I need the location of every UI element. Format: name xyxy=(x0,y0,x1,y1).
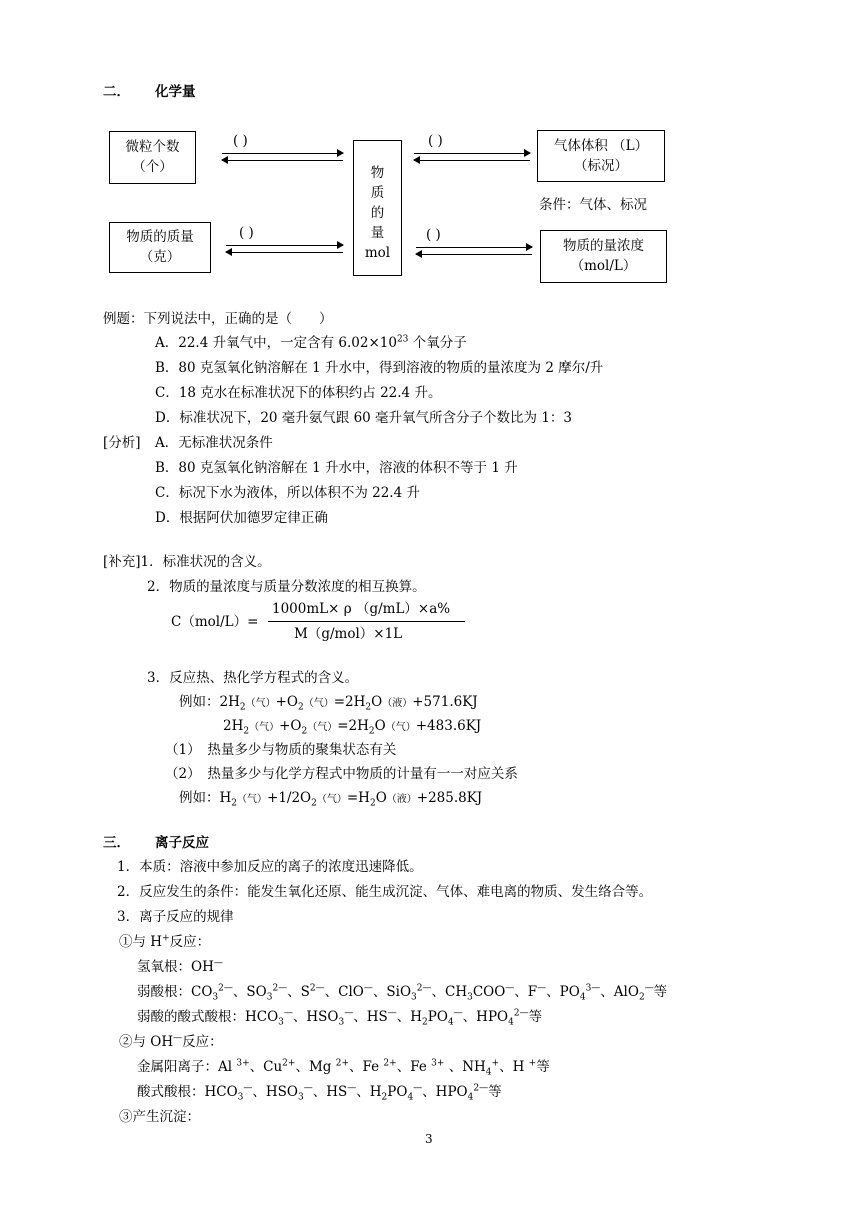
option-b: B．80 克氢氧化钠溶解在 1 升水中，得到溶液的物质的量浓度为 2 摩尔/升 xyxy=(155,360,604,376)
condition-note: 条件：气体、标况 xyxy=(539,197,647,213)
fraction-line xyxy=(268,621,465,622)
box-mass xyxy=(109,222,211,273)
arrow-right xyxy=(416,247,532,248)
box-mass-label: 物质的质量 xyxy=(126,229,194,245)
arrow-left xyxy=(222,160,343,161)
formula-denominator: M（g/mol）×1L xyxy=(294,626,403,642)
thermo-equation-2: $2H_2$（气）$+O_2$（气）$=2H_2O$（气）+483.6KJ xyxy=(223,718,482,737)
arrow-left xyxy=(414,160,530,161)
analysis-a: A．无标准状况条件 xyxy=(155,435,273,451)
ion-line-1: 1．本质：溶液中参加反应的离子的浓度迅速降低。 xyxy=(117,859,423,875)
box-mass-unit: （克） xyxy=(139,249,181,265)
supplement-2: 2．物质的量浓度与质量分数浓度的相互换算。 xyxy=(147,579,426,595)
box-molar-concentration xyxy=(540,230,667,283)
arrow-right xyxy=(226,245,343,246)
box-molar-concentration-unit: （mol/L） xyxy=(570,258,637,274)
formula-lhs: C（mol/L）= xyxy=(171,614,259,630)
supplement-1: [补充]1．标准状况的含义。 xyxy=(103,554,271,570)
box-gas-volume-unit: （标况） xyxy=(574,158,628,174)
weak-acid-radicals: 弱酸根：$CO_3^{2—}$、$SO_3^{2—}$、$S^{2—}$、ClO—、SiO$_3^{2—}$、$CH_3COO^—$、F—、$PO_4^{3—}$、AlO$_2$—等 xyxy=(137,983,668,1003)
ion-line-3: 3．离子反应的规律 xyxy=(117,909,234,925)
metal-cations: 金属阳离子：Al $^{3+}$、$Cu^{2+}$、Mg $^{2+}$、Fe $^{2+}$、Fe $^{3+}$ 、$NH_4^+$、H +等 xyxy=(137,1058,550,1078)
box-particle-count-unit: （个） xyxy=(132,159,173,175)
arrow-right xyxy=(414,153,530,154)
analysis-d: D．根据阿伏加德罗定律正确 xyxy=(155,510,328,526)
analysis-c: C．标况下水为液体，所以体积不为 22.4 升 xyxy=(155,485,420,501)
option-d: D．标准状况下，20 毫升氨气跟 60 毫升氧气所含分子个数比为 1：3 xyxy=(155,410,573,426)
section3-number: 三． xyxy=(103,835,130,851)
box-mole-char: 物 xyxy=(370,165,385,181)
blank-parentheses: ( ) xyxy=(428,133,443,149)
note-2: （2） 热量多少与化学方程式中物质的计量有一一对应关系 xyxy=(165,766,518,782)
supplement-3: 3．反应热、热化学方程式的含义。 xyxy=(147,670,359,686)
box-mole xyxy=(353,140,402,276)
box-mole-char: 质 xyxy=(370,185,385,201)
ion-line-2: 2．反应发生的条件：能发生氧化还原、能生成沉淀、气体、难电离的物质、发生络合等。 xyxy=(117,884,653,900)
blank-parentheses: ( ) xyxy=(233,133,248,149)
react-with-oh: ②与 OH—反应： xyxy=(119,1033,223,1050)
acid-salt-radicals: 酸式酸根：$HCO_3^—$、$HSO_3^—$、HS—、$H_2PO_4^—$、$HPO_4^{2—}$等 xyxy=(137,1083,502,1103)
box-mole-unit: mol xyxy=(364,245,391,261)
arrow-left xyxy=(416,254,532,255)
hydroxide-line: 氢氧根：OH— xyxy=(137,958,223,975)
section2-number: 二． xyxy=(103,84,130,100)
note-1: （1） 热量多少与物质的聚集状态有关 xyxy=(165,742,397,758)
thermo-equation-1: 例如：$2H_2$（气）$+O_2$（气）$=2H_2O$（液）+571.6KJ xyxy=(179,694,478,713)
box-particle-count xyxy=(109,131,196,184)
blank-parentheses: ( ) xyxy=(426,227,441,243)
arrow-left xyxy=(226,252,343,253)
page-number: 3 xyxy=(425,1132,433,1146)
option-c: C．18 克水在标准状况下的体积约占 22.4 升。 xyxy=(155,385,442,401)
weak-acid-salt-radicals: 弱酸的酸式酸根：$HCO_3^—$、$HSO_3^—$、HS—、$H_2PO_4^—$、$HPO_4^{2—}$等 xyxy=(137,1008,543,1028)
react-with-h: ①与 H+反应： xyxy=(119,933,211,950)
box-molar-concentration-label: 物质的量浓度 xyxy=(563,238,644,254)
formula-numerator: 1000mL× ρ （g/mL）×a% xyxy=(272,601,451,617)
box-gas-volume xyxy=(537,130,665,182)
box-mole-char: 的 xyxy=(370,205,385,221)
box-gas-volume-label: 气体体积 （L） xyxy=(553,138,649,154)
box-particle-count-label: 微粒个数 xyxy=(125,139,180,155)
analysis-b: B．80 克氢氧化钠溶解在 1 升水中，溶液的体积不等于 1 升 xyxy=(155,460,518,476)
thermo-equation-3: 例如：$H_2$（气）$+1/2O_2$（气）$=H_2O$（液）+285.8KJ xyxy=(179,790,483,809)
section3-title: 离子反应 xyxy=(155,835,209,851)
option-a: A．22.4 升氧气中，一定含有 $6.02\times 10^{23}$ 个氧分子 xyxy=(155,334,467,351)
blank-parentheses: ( ) xyxy=(239,225,254,241)
precipitate-heading: ③产生沉淀： xyxy=(119,1109,200,1125)
example-question: 例题：下列说法中，正确的是（ ） xyxy=(103,311,333,327)
section2-title: 化学量 xyxy=(155,84,196,100)
box-mole-char: 量 xyxy=(370,225,385,241)
arrow-right xyxy=(222,153,343,154)
analysis-label: [分析] xyxy=(103,435,141,451)
